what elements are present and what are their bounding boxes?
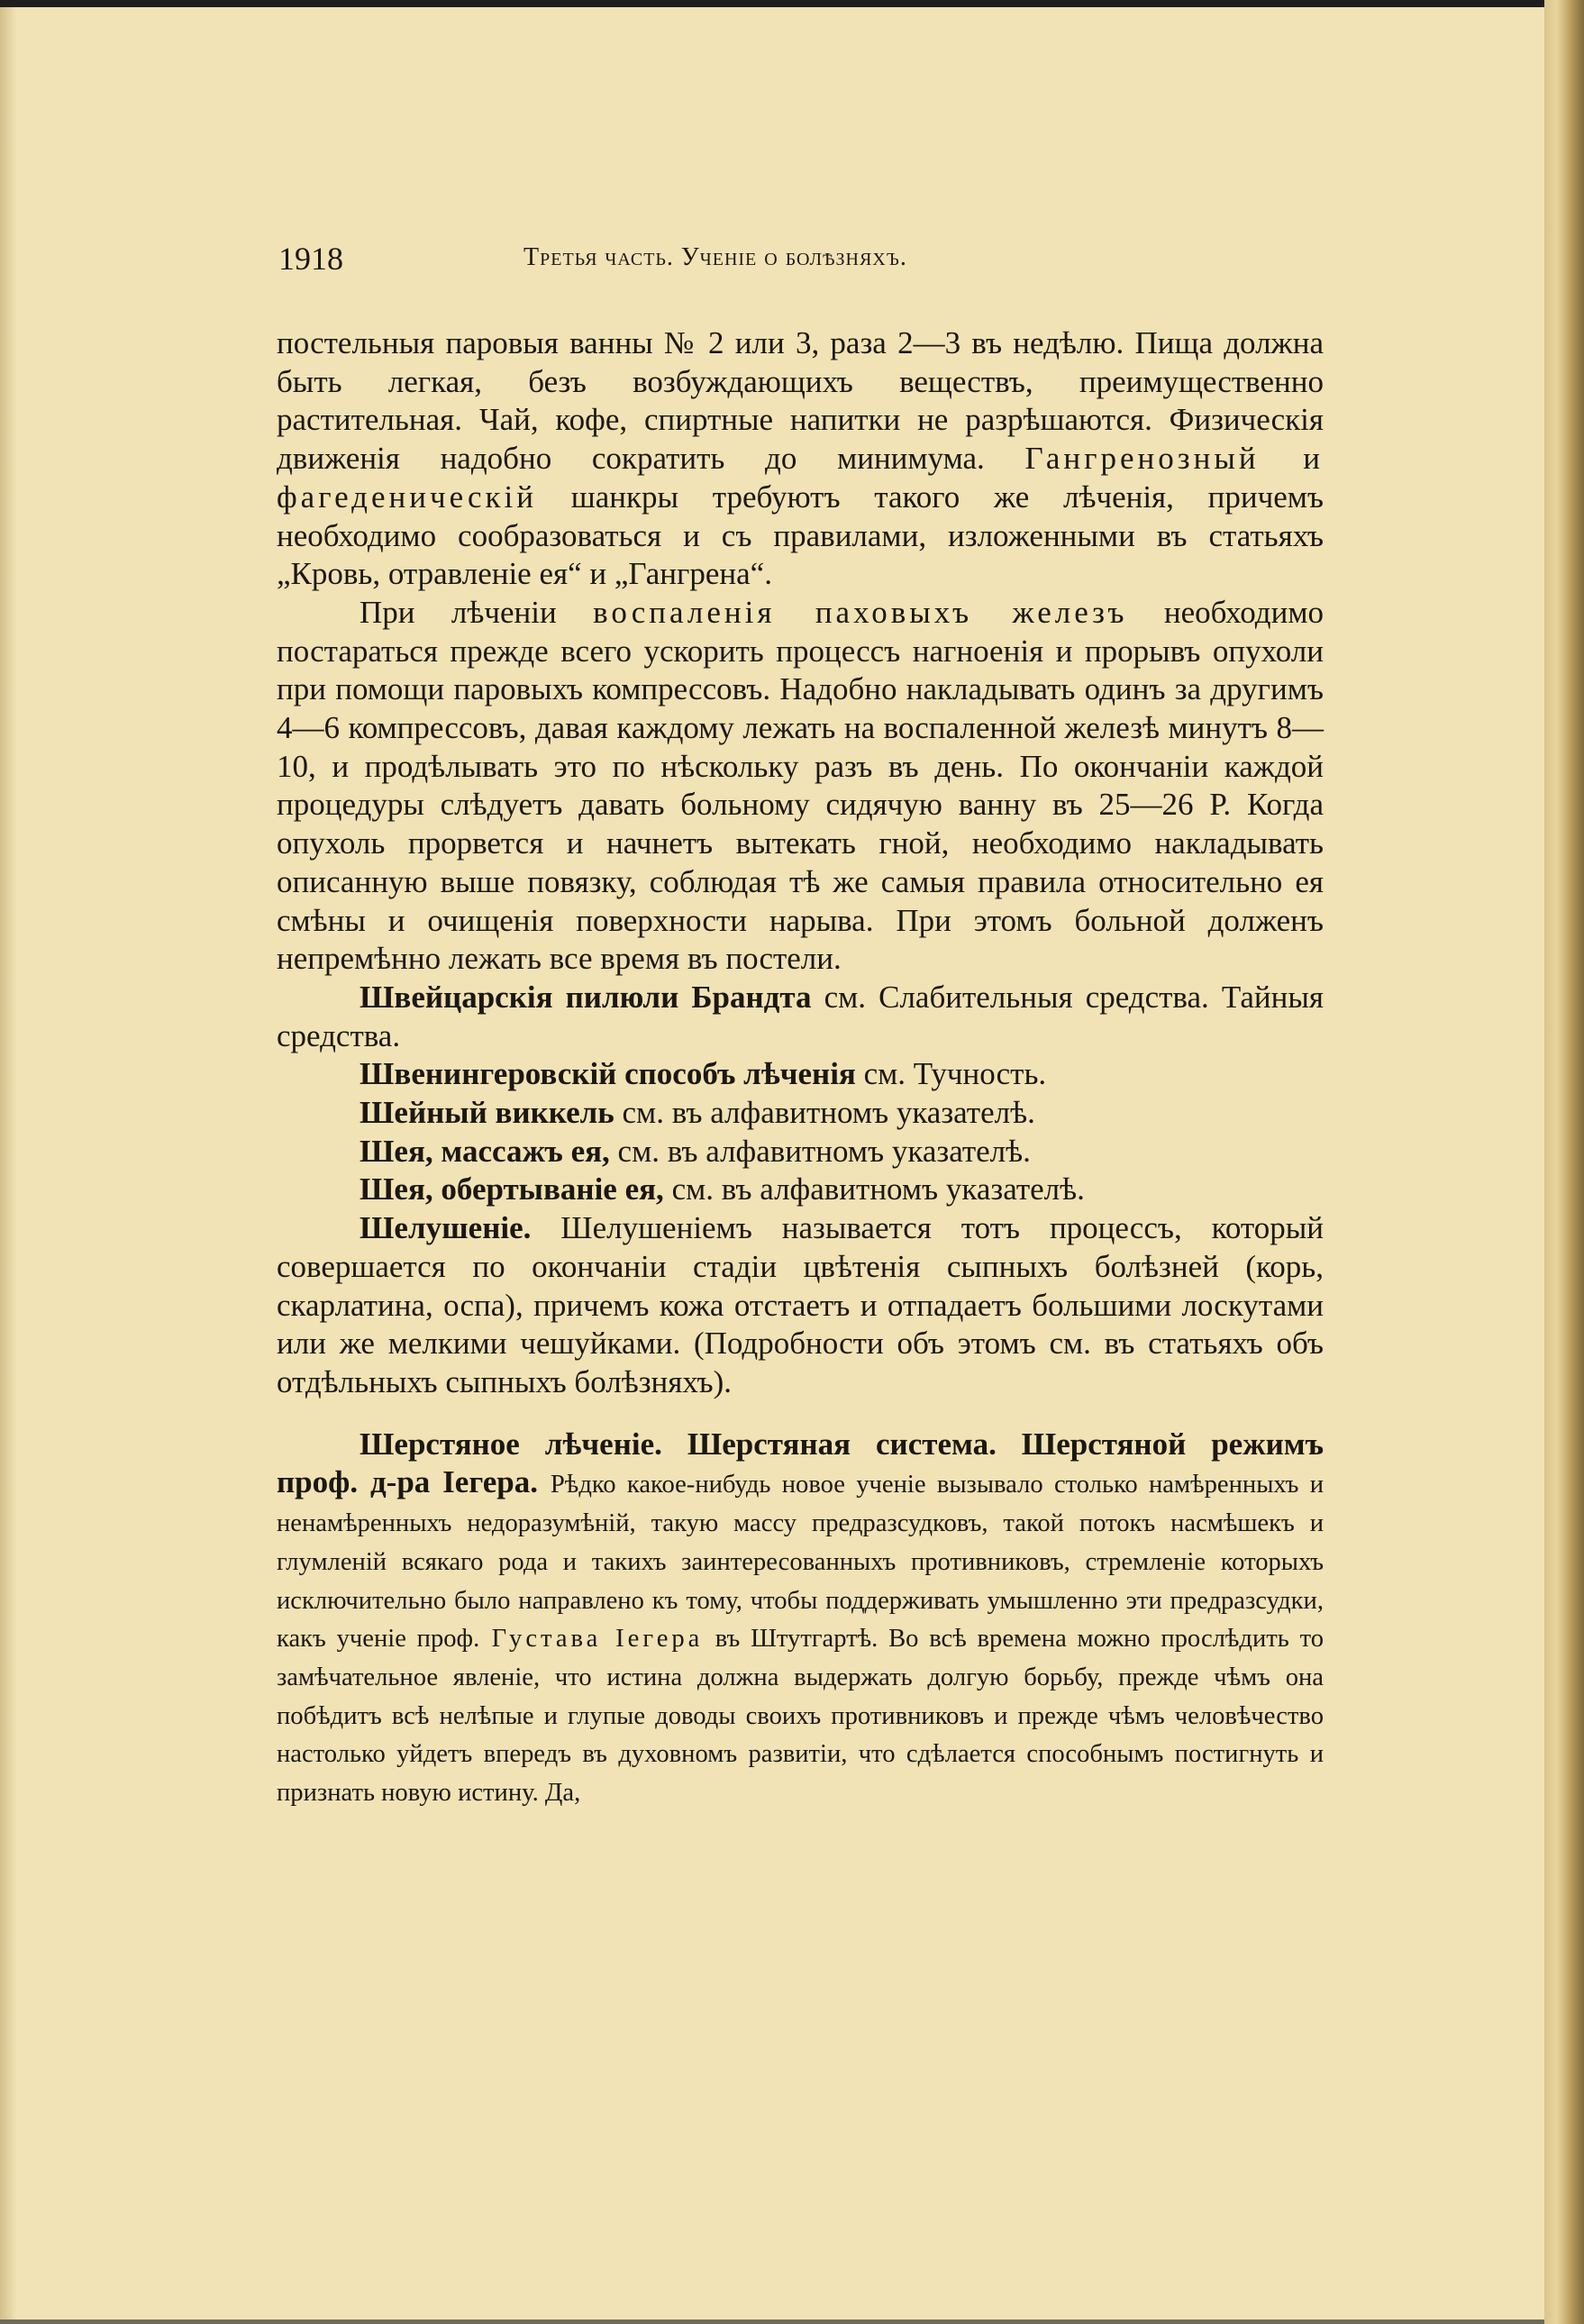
book-page [0, 7, 1544, 2319]
page-number: 1918 [278, 241, 343, 277]
top-edge-shadow [0, 0, 1584, 7]
entry-neck-wrapping [277, 1171, 1324, 1209]
entry-text: Рѣдко какое-нибудь новое ученіе вызывало столько намѣренныхъ и ненамѣренныхъ недоразумѣній, такую массу предразсудковъ, такой потокъ насмѣшекъ и глумленій всякаго рода и такихъ заинтересованныхъ противниковъ, стремленіе которыхъ исключительно было направлено къ тому, чтобы поддерживать умышленно эти предразсудки, какъ ученіе проф. [277, 1471, 1324, 1654]
entry-wool-treatment [277, 1426, 1324, 1810]
entry-heading: Шейный виккель [360, 1095, 614, 1131]
person-name: Густава Іегера [491, 1625, 704, 1654]
running-title: Третья часть. Ученіе о болѣзняхъ. [523, 243, 907, 271]
entry-text: Шелушеніемъ называется тотъ процессъ, который совершается по окончаніи стадіи цвѣтенія сыпныхъ болѣзней (корь, скарлатина, оспа), причемъ кожа отстаетъ и отпадаетъ большими лоскутами или же мелкими чешуйками. (Подробности объ этомъ см. въ статьяхъ объ отдѣльныхъ сыпныхъ болѣзняхъ). [277, 1210, 1324, 1399]
entry-reference: см. въ алфавитномъ указателѣ. [671, 1171, 1085, 1208]
entry-schweninger-method [277, 1055, 1324, 1094]
paragraph-text: необходимо постараться прежде всего ускорить процессъ нагноенія и прорывъ опухоли при помощи паровыхъ компрессовъ. Надобно накладывать одинъ за другимъ 4—6 компрессовъ, давая каждому лежать на воспаленной железѣ минутъ 8—10, и продѣлывать это по нѣскольку разъ въ день. По окончаніи каждой процедуры слѣдуетъ давать больному сидячую ванну въ 25—26 Р. Когда опухоль прорвется и начнетъ вытекать гной, необходимо накладывать описанную выше повязку, соблюдая тѣ же самыя правила относительно ея смѣны и очищенія поверхности нарыва. При этомъ больной долженъ непремѣнно лежать все время въ постели. [277, 594, 1324, 977]
entry-heading: Шелушеніе. [360, 1210, 532, 1246]
entry-desquamation [277, 1209, 1324, 1402]
paragraph-chancre-treatment [277, 324, 1324, 594]
body-text [277, 324, 1324, 1810]
entry-heading: Шея, обертываніе ея, [360, 1171, 664, 1208]
entry-heading: Шея, массажъ ея, [360, 1133, 610, 1169]
page-header [278, 240, 1324, 276]
entry-text: въ Штутгартѣ. Во всѣ времена можно прослѣдить то замѣчательное явленіе, что истина должна выдержать долгую борьбу, прежде чѣмъ она побѣдитъ всѣ нелѣпые и глупые доводы своихъ противниковъ и прежде чѣмъ человѣчество настолько уйдетъ впередъ въ духовномъ развитіи, что сдѣлается способнымъ постигнуть и признать новую истину. Да, [277, 1625, 1324, 1808]
entry-reference: см. Слабительныя средства. Тайныя средства. [277, 979, 1324, 1053]
spaced-term: воспаленія паховыхъ железъ [593, 594, 1128, 630]
entry-neck-wrap [277, 1094, 1324, 1133]
entry-heading: Швенингеровскій способъ лѣченія [360, 1056, 856, 1092]
entry-neck-massage [277, 1133, 1324, 1171]
spaced-term: Гангренозный и фагеденическій [277, 441, 1325, 515]
book-fore-edge [1544, 0, 1584, 2324]
paragraph-text: постельныя паровыя ванны № 2 или 3, раза 2—3 въ недѣлю. Пища должна быть легкая, безъ возбуждающихъ веществъ, преимущественно растительная. Чай, кофе, спиртные напитки не разрѣшаются. Физическія движенія надобно сократить до минимума. [277, 325, 1324, 477]
paragraph-text: шанкры требуютъ такого же лѣченія, причемъ необходимо сообразоваться и съ правилами, изложенными въ статьяхъ „Кровь, отравленіе ея“ и „Гангрена“. [277, 478, 1324, 592]
entry-reference: см. въ алфавитномъ указателѣ. [622, 1095, 1035, 1131]
paragraph-inguinal-glands [277, 594, 1324, 979]
entry-reference: см. въ алфавитномъ указателѣ. [617, 1133, 1031, 1169]
entry-heading: Швейцарскія пилюли Брандта [360, 979, 812, 1015]
entry-heading: Шерстяное лѣченіе. Шерстяная система. Шерстяной режимъ проф. д-ра Іегера. [277, 1426, 1324, 1500]
entry-swiss-pills [277, 979, 1324, 1055]
entry-reference: см. Тучность. [863, 1056, 1047, 1092]
paragraph-lead: При лѣченіи [360, 594, 557, 630]
